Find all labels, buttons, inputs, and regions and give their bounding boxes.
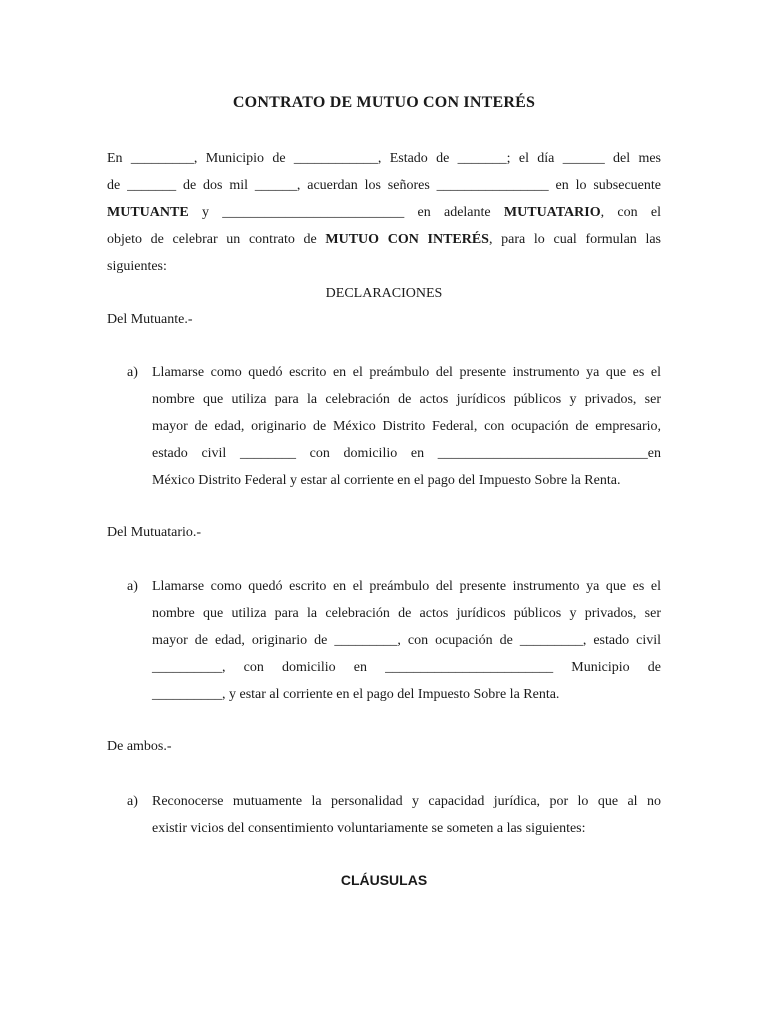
ambos-line-2: existir vicios del consentimiento voluntariamente se someten a las siguientes: (152, 821, 586, 836)
intro-line-4-end: , para lo cual formulan las (488, 232, 662, 247)
intro-paragraph (107, 145, 661, 280)
ambos-heading: De ambos.- (107, 739, 172, 754)
mutuante-line-4: estado civil ________ con domicilio en ______________________________en (152, 446, 661, 461)
mutuatario-heading: Del Mutuatario.- (107, 525, 202, 540)
intro-line-4-text: objeto de celebrar un contrato de (107, 232, 326, 247)
mutuante-heading: Del Mutuante.- (107, 312, 193, 327)
intro-line-1: En _________, Municipio de ____________, Estado de _______; el día ______ del mes (107, 151, 661, 166)
mutuante-line-2: nombre que utiliza para la celebración de actos jurídicos públicos y privados, ser (152, 392, 661, 407)
list-marker: a) (127, 579, 138, 594)
declaraciones-heading: DECLARACIONES (325, 286, 443, 301)
mutuatario-line-1: Llamarse como quedó escrito en el preámbulo del presente instrumento ya que es el (152, 579, 661, 594)
mutuante-line-3: mayor de edad, originario de México Distrito Federal, con ocupación de empresario, (152, 419, 661, 434)
mutuatario-line-3: mayor de edad, originario de _________, con ocupación de _________, estado civil (152, 633, 661, 648)
intro-line-3-text: y __________________________ en adelante (188, 205, 504, 220)
mutuante-term: MUTUANTE (107, 205, 189, 220)
document-title: CONTRATO DE MUTUO CON INTERÉS (232, 94, 536, 111)
contract-type-term: MUTUO CON INTERÉS (325, 232, 489, 247)
intro-line-3 (107, 199, 661, 226)
list-marker: a) (127, 365, 138, 380)
clausulas-heading: CLÁUSULAS (340, 872, 428, 888)
ambos-line-1: Reconocerse mutuamente la personalidad y capacidad jurídica, por lo que al no (152, 794, 661, 809)
list-marker: a) (127, 794, 138, 809)
mutuante-line-1: Llamarse como quedó escrito en el preámbulo del presente instrumento ya que es el (152, 365, 661, 380)
intro-line-3-end: , con el (600, 205, 661, 220)
mutuatario-line-5: __________, y estar al corriente en el pago del Impuesto Sobre la Renta. (152, 687, 560, 702)
mutuatario-line-2: nombre que utiliza para la celebración de actos jurídicos públicos y privados, ser (152, 606, 661, 621)
mutuatario-term: MUTUATARIO (503, 205, 601, 220)
mutuatario-line-4: __________, con domicilio en ________________________ Municipio de (152, 660, 661, 675)
intro-line-2: de _______ de dos mil ______, acuerdan los señores ________________ en lo subsecuente (107, 178, 661, 193)
intro-line-5: siguientes: (107, 259, 167, 274)
mutuante-line-5: México Distrito Federal y estar al corriente en el pago del Impuesto Sobre la Renta. (152, 473, 621, 488)
intro-line-4 (107, 226, 661, 253)
